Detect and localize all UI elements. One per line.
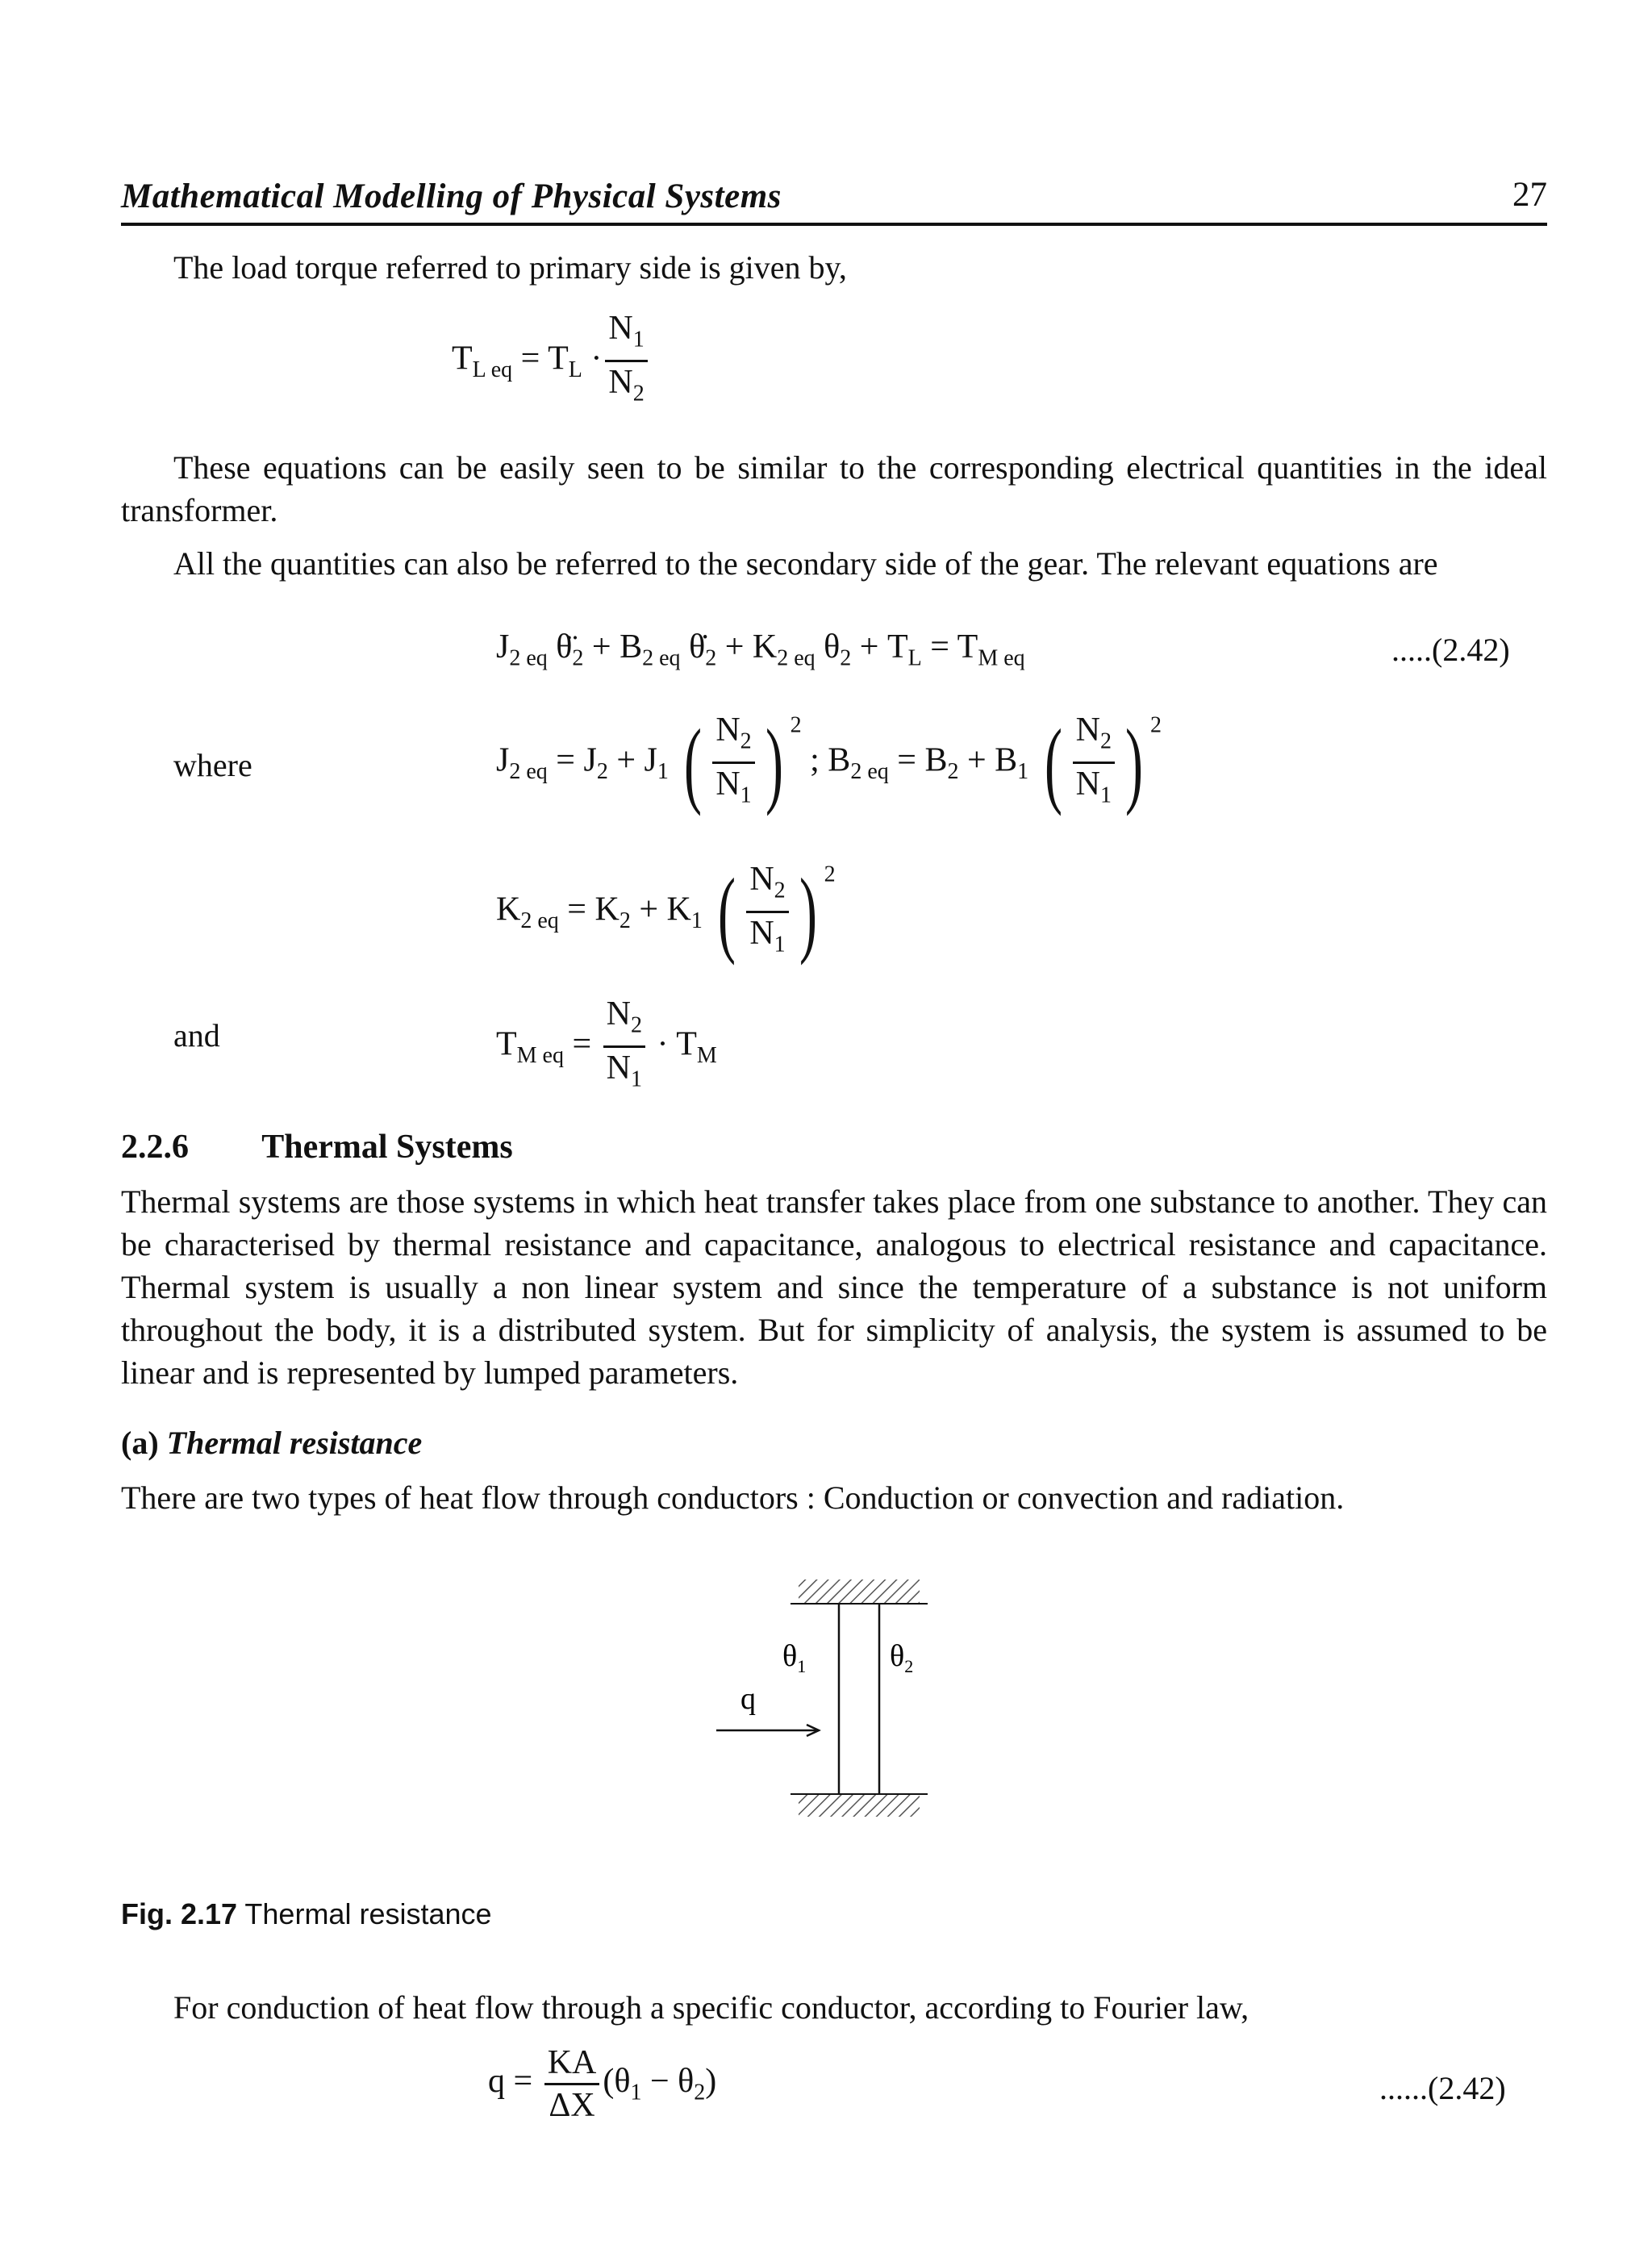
paragraph-heat-flow: There are two types of heat flow through conductors : Conduction or convection and radiation. — [121, 1479, 1345, 1516]
equation-tmeq: $T_{M eq}$ = $\frac{N_2}{N_1}$ · $T_M$ — [496, 995, 717, 1092]
subsection-heading — [121, 1424, 422, 1462]
theta2-label: $\theta_2$ — [890, 1639, 914, 1676]
equation-j2eq-b2eq: $J_{2 eq} = J_2 + J_1$ ( $\frac{N_2}{N_1}$ ) $^2$ ; $B_{2 eq} = B_2 + B_1$ ( $\frac{N_2}{N_1}$ ) $^2$ — [496, 708, 1162, 816]
subsection-label: (a) — [121, 1425, 159, 1461]
figure-number: Fig. 2.17 — [121, 1897, 238, 1930]
q-label: q — [740, 1682, 756, 1716]
equation-number: .....(2.42) — [1391, 632, 1510, 668]
section-number: 2.2.6 — [121, 1129, 189, 1166]
paragraph-fourier: For conduction of heat flow through a specific conductor, according to Fourier law, — [173, 1989, 1249, 2026]
theta1-label: $\theta_1$ — [782, 1639, 807, 1676]
figure-title: Thermal resistance — [244, 1897, 492, 1930]
page-number: 27 — [1512, 176, 1547, 214]
section-heading — [121, 1128, 513, 1166]
figure-caption — [121, 1897, 492, 1931]
bottom-wall-hatching — [799, 1794, 920, 1817]
header-title: Mathematical Modelling of Physical Systems — [121, 177, 782, 215]
and-label: and — [173, 1017, 220, 1054]
equation-k2eq: $K_{2 eq} = K_2 + K_1$ ( $\frac{N_2}{N_1}$ ) $^2$ — [496, 858, 836, 966]
paragraph-secondary-side: All the quantities can also be referred to the secondary side of the gear. The relevant equations are — [173, 545, 1438, 582]
equation-secondary-torque: $J_{2 eq}$ $\thetä_2 + B_{2 eq}$ $\thetȧ_2 + K_{2 eq}$ $\theta_2 + T_L = T_{M eq}$ — [496, 628, 1025, 671]
thermal-resistance-figure — [694, 1565, 952, 1823]
subsection-title: Thermal resistance — [166, 1425, 423, 1461]
page-header — [121, 168, 1547, 226]
equation-load-torque: $T_{L eq} = T_L$ · $\frac{N_1}{N_2}$ — [452, 308, 651, 415]
top-wall-hatching — [799, 1580, 920, 1604]
paragraph-thermal-systems: Thermal systems are those systems in which heat transfer takes place from one substance to another. They can be characterised by thermal resistance and capacitance, analogous to electrical resistance and capacitance. Thermal system is usually a non linear system and since the temperature of a substance is not uniform throughout the body, it is a distributed system. But for simplicity of analysis, the system is assumed to be linear and is represented by lumped parameters. — [121, 1183, 1547, 1391]
equation-number-fourier: ......(2.42) — [1379, 2070, 1506, 2106]
paragraph-load-torque: The load torque referred to primary side is given by, — [173, 249, 847, 286]
equation-fourier: q = $\frac{KA}{\Delta X}$ $(\theta_1 - \theta_2)$ — [488, 2044, 717, 2124]
where-label: where — [173, 747, 252, 783]
section-title: Thermal Systems — [261, 1129, 513, 1166]
paragraph-ideal-transformer: These equations can be easily seen to be similar to the corresponding electrical quantities in the ideal transformer. — [121, 449, 1547, 528]
